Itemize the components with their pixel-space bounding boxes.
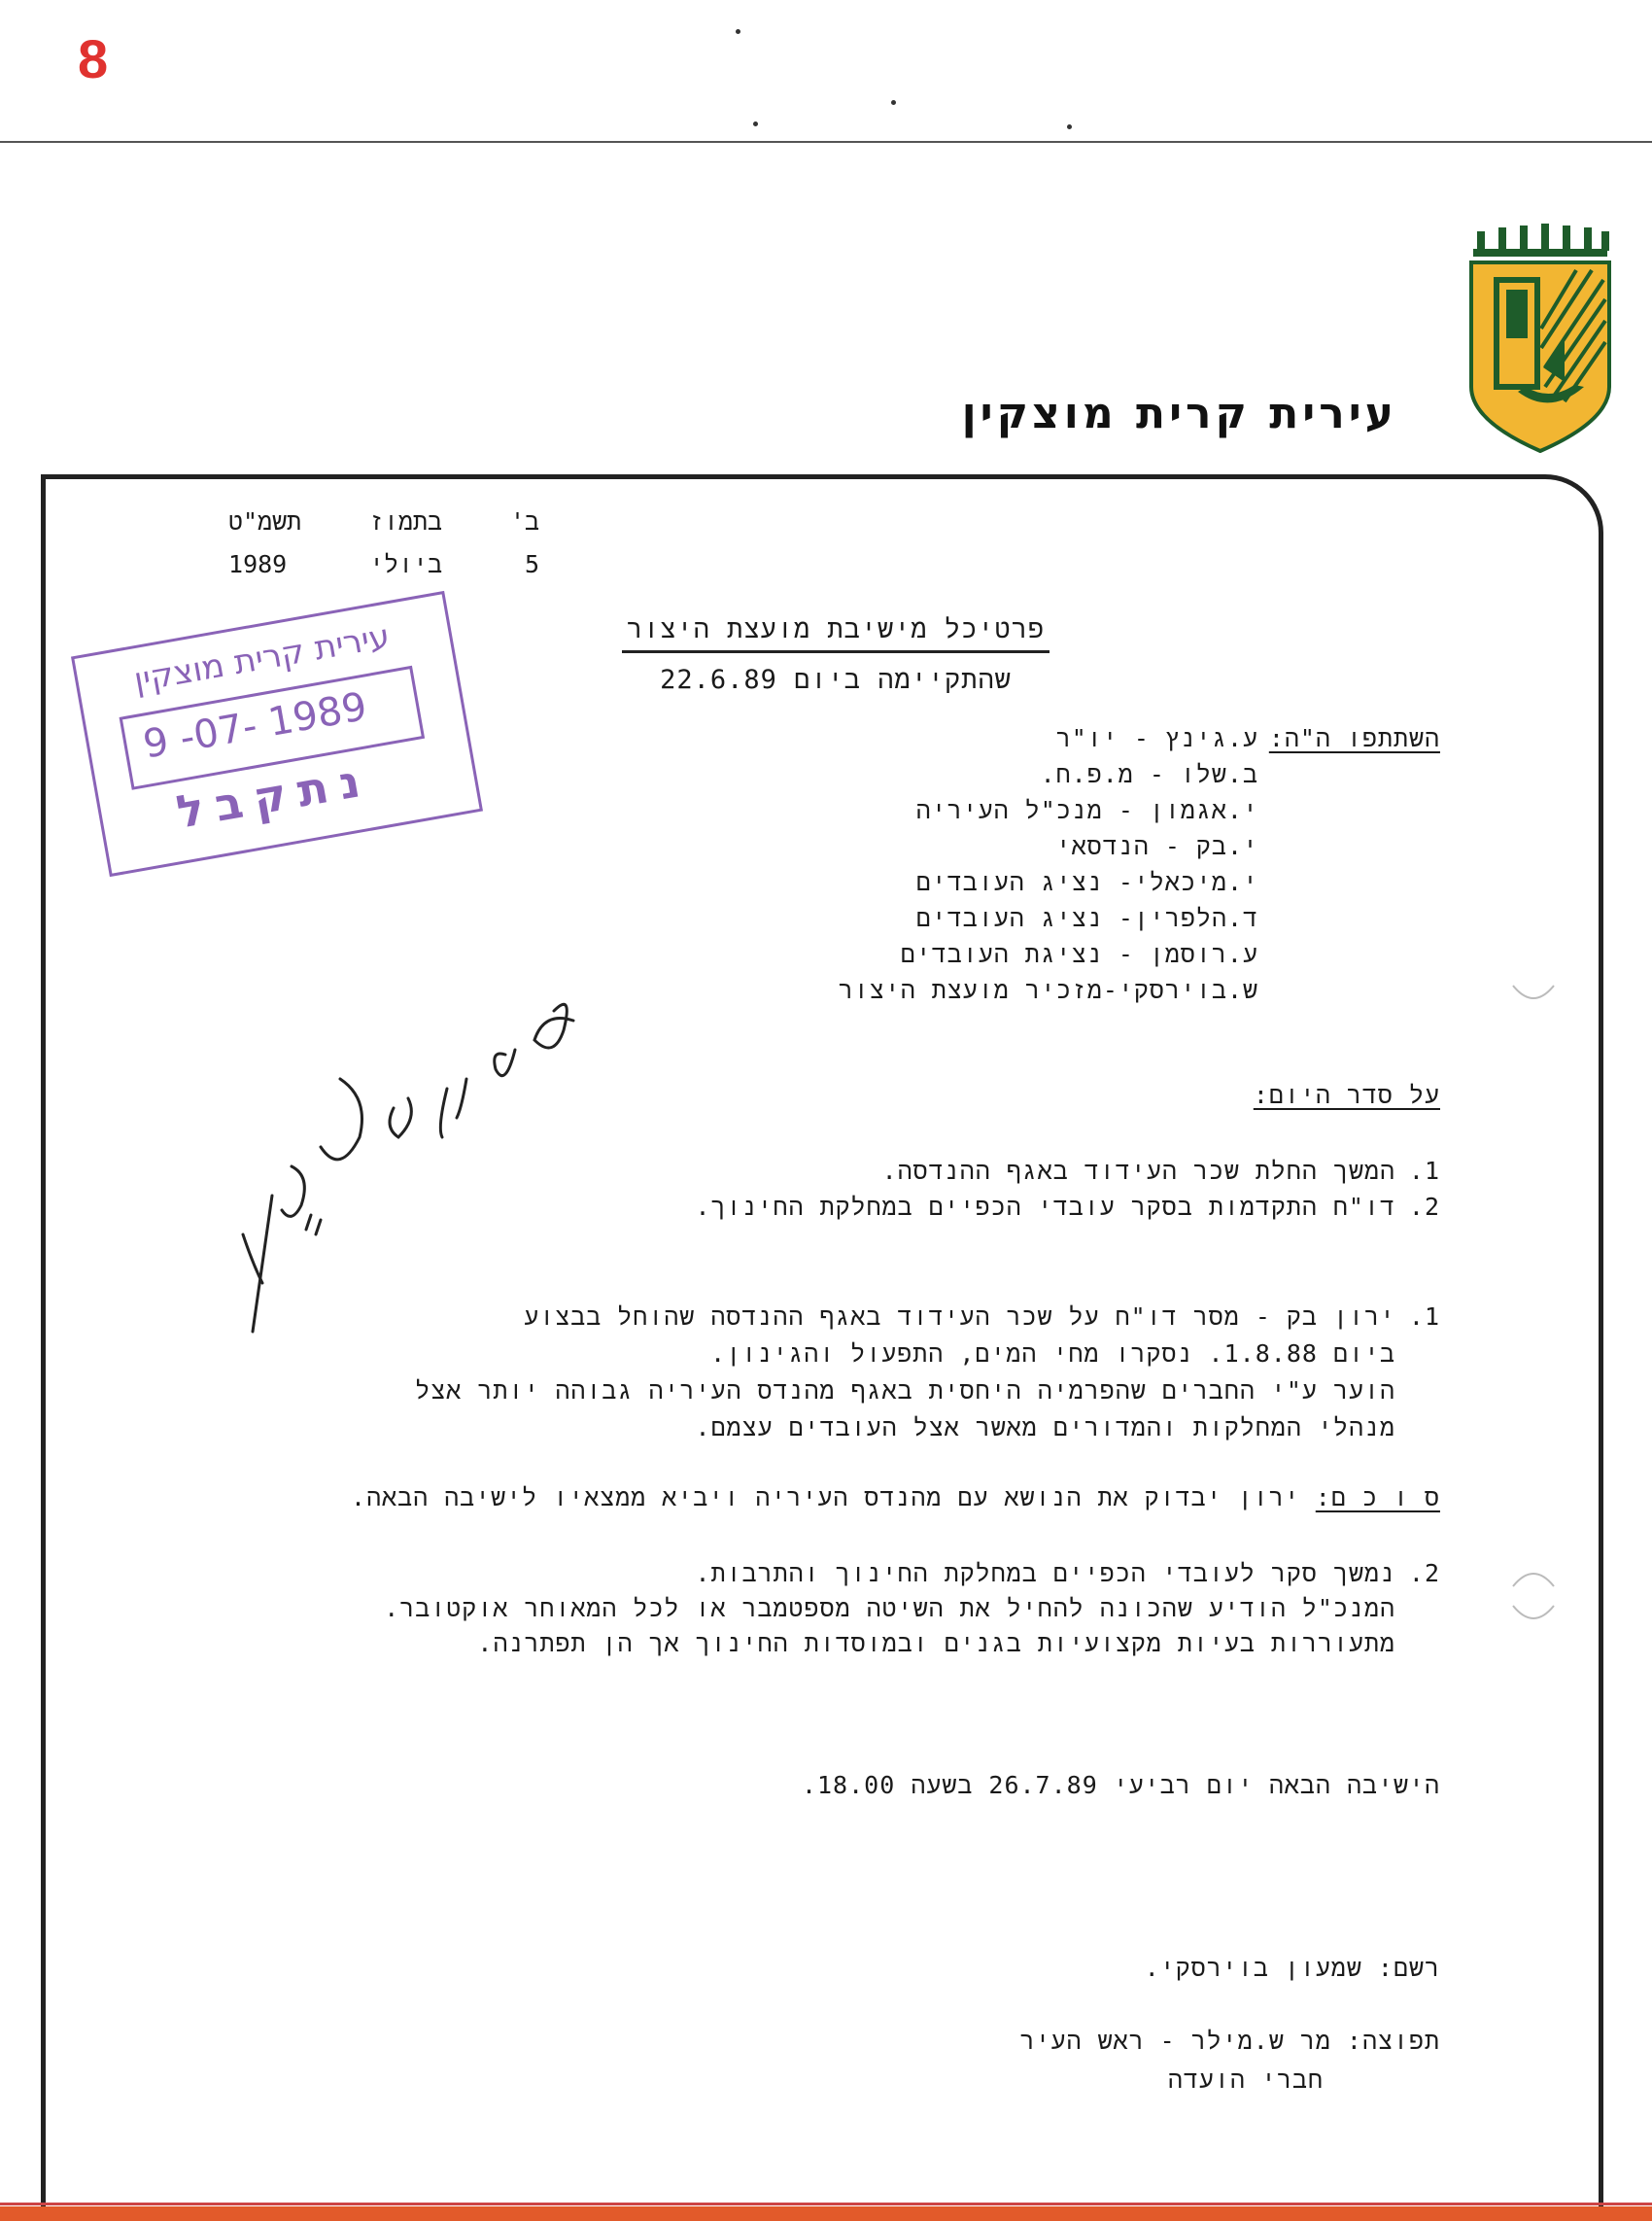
agenda-item-number: 2. — [1408, 1193, 1440, 1221]
summary-text: ירון יבדוק את הנושא עם מהנדס העיריה ויביא ממצאיו לישיבה הבאה. — [351, 1483, 1300, 1511]
participants-list — [753, 724, 1258, 1012]
agenda-item-number: 1. — [1408, 1157, 1440, 1185]
item-text: מנהלי המחלקות והמדורים מאשר אצל העובדים עצמם. — [695, 1413, 1395, 1441]
recorder: רשם: שמעון בוירסקי. — [1144, 1954, 1440, 1982]
item-text: המנכ"ל הודיע שהכונה להחיל את השיטה מספטמבר או לכל המאוחר אוקטובר. — [384, 1594, 1395, 1622]
participant: ע.רוסמן - נציגת העובדים — [900, 940, 1258, 968]
city-emblem-icon — [1467, 222, 1613, 455]
gregorian-year: 1989 — [228, 550, 288, 578]
binder-hole-icon — [1511, 1567, 1556, 1590]
binder-hole-icon — [1511, 982, 1556, 1005]
stamp-org-text: עירית קרית מוצקין — [130, 616, 394, 701]
item-number: 1. — [1408, 1302, 1440, 1331]
city-name-heading: עירית קרית מוצקין — [961, 389, 1397, 438]
item-text: ביום 1.8.88. נסקרו מחי המים, התפעול והגינון. — [710, 1339, 1395, 1368]
top-divider — [0, 141, 1652, 143]
item-text: נמשך סקר לעובדי הכפיים במחלקת החינוך והתרבות. — [695, 1559, 1395, 1587]
hebrew-month: בתמוז — [369, 507, 443, 536]
bottom-edge-line — [0, 2203, 1652, 2205]
participants-label: השתתפו ה"ה: — [1268, 724, 1440, 752]
participant: ע.גינץ - יו"ר — [1055, 724, 1258, 752]
gregorian-day: 5 — [524, 550, 539, 578]
title-line-1: פרטיכל מישיבת מועצת היצור — [622, 614, 1050, 653]
distribution-line: תפוצה: מר ש.מילר - ראש העיר — [1019, 2027, 1440, 2055]
agenda-item-text: דו"ח התקדמות בסקר עובדי הכפיים במחלקת החינוך. — [695, 1193, 1395, 1221]
agenda-label: על סדר היום: — [1253, 1081, 1440, 1109]
agenda-item-text: המשך החלת שכר העידוד באגף ההנדסה. — [881, 1157, 1395, 1185]
document-title — [622, 614, 1050, 697]
participant: ש.בוירסקי-מזכיר מועצת היצור — [838, 976, 1258, 1004]
item-number: 2. — [1408, 1559, 1440, 1587]
participant: ב.שלו - מ.פ.ח. — [1040, 760, 1258, 788]
item-text: ירון בק - מסר דו"ח על שכר העידוד באגף ההנדסה שהוחל בבצוע — [524, 1302, 1395, 1331]
page-number: 8 — [78, 28, 109, 89]
participant: י.אגמון - מנכ"ל העיריה — [915, 796, 1258, 824]
scan-speck — [891, 100, 896, 105]
scan-speck — [736, 29, 740, 34]
participant: י.מיכאלי- נציג העובדים — [915, 868, 1258, 896]
binder-hole-icon — [1511, 1602, 1556, 1625]
summary-line — [351, 1483, 1440, 1513]
stamp-received-text: נתקבל — [172, 752, 376, 839]
participant: י.בק - הנדסאי — [1055, 832, 1258, 860]
handwritten-annotation-icon — [224, 972, 632, 1361]
hebrew-year: תשמ"ט — [228, 507, 302, 536]
item-text: מתעוררות בעיות מקצועיות בגנים ובמוסדות החינוך אך הן תפתרנה. — [477, 1629, 1395, 1657]
hebrew-day: ב' — [509, 507, 539, 536]
bottom-edge-band — [0, 2206, 1652, 2221]
summary-label: ס ו כ ם: — [1315, 1483, 1440, 1511]
date-block — [228, 507, 539, 593]
discussion-item-2 — [177, 1559, 1440, 1664]
item-text: הוער ע"י החברים שהפרמיה היחסית באגף מהנדס העיריה גבוהה יותר אצל — [415, 1376, 1395, 1405]
participant: ד.הלפרין- נציג העובדים — [915, 904, 1258, 932]
stamp-date: 9 -07- 1989 — [140, 683, 370, 768]
scan-speck — [1067, 124, 1072, 129]
title-line-2: שהתקיימה ביום 22.6.89 — [660, 665, 1012, 695]
scan-speck — [753, 121, 758, 126]
next-meeting: הישיבה הבאה יום רביעי 26.7.89 בשעה 18.00. — [801, 1771, 1440, 1799]
distribution-list — [857, 2027, 1440, 2104]
distribution-line: חברי הועדה — [1167, 2065, 1324, 2094]
gregorian-month: ביולי — [369, 550, 443, 578]
